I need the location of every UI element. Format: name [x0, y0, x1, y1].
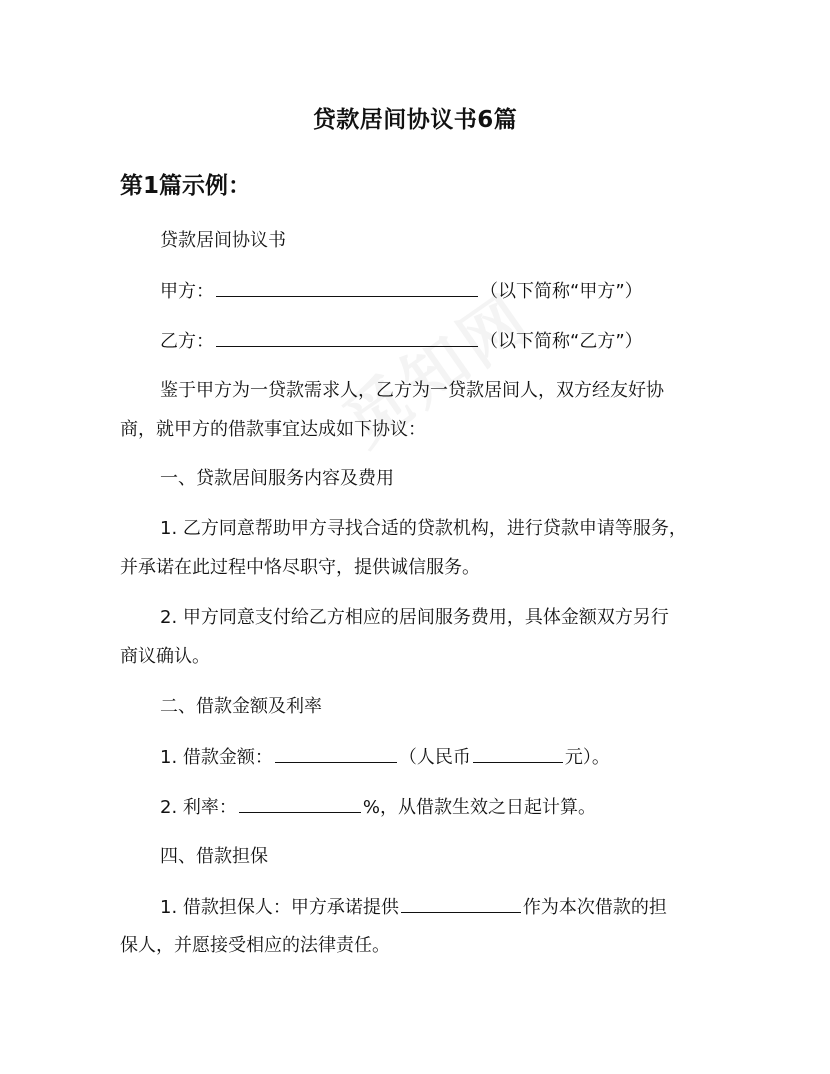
interest-rate-blank: [239, 794, 361, 813]
subtitle: 贷款居间协议书: [160, 230, 286, 251]
s1-item2-line2: 商议确认。: [120, 646, 210, 667]
party-b-line: [160, 328, 760, 355]
section-1-heading: 一、贷款居间服务内容及费用: [160, 468, 394, 489]
loan-amount-rmb-label: （人民币: [398, 747, 471, 768]
section-heading: 第1篇示例：: [120, 173, 252, 199]
intro-line-2: 商，就甲方的借款事宜达成如下协议：: [120, 419, 426, 440]
s1-item2-line1: 2. 甲方同意支付给乙方相应的居间服务费用，具体金额双方另行: [160, 607, 669, 628]
loan-amount-rmb-blank: [473, 744, 563, 763]
interest-rate-label: 2. 利率：: [160, 797, 237, 818]
intro-line-1: 鉴于甲方为一贷款需求人，乙方为一贷款居间人，双方经友好协: [160, 380, 664, 401]
section-4-heading: 四、借款担保: [160, 846, 268, 867]
guarantor-line-1: [160, 894, 760, 921]
guarantor-label: 1. 借款担保人：甲方承诺提供: [160, 897, 399, 918]
party-b-label: 乙方：: [160, 331, 214, 352]
interest-rate-suffix: %，从借款生效之日起计算。: [362, 797, 597, 818]
party-a-blank: [216, 278, 478, 297]
party-a-suffix: （以下简称“甲方”）: [480, 281, 643, 302]
section-2-heading: 二、借款金额及利率: [160, 696, 322, 717]
s1-item1-line1: 1. 乙方同意帮助甲方寻找合适的贷款机构，进行贷款申请等服务，: [160, 518, 687, 539]
party-b-suffix: （以下简称“乙方”）: [480, 331, 643, 352]
s1-item1-line2: 并承诺在此过程中恪尽职守，提供诚信服务。: [120, 557, 480, 578]
document-title: 贷款居间协议书6篇: [312, 107, 518, 133]
guarantor-line-2: 保人，并愿接受相应的法律责任。: [120, 935, 390, 956]
loan-amount-blank: [275, 744, 397, 763]
guarantor-blank: [401, 894, 521, 913]
party-a-label: 甲方：: [160, 281, 214, 302]
interest-rate-line: [160, 794, 760, 821]
loan-amount-label: 1. 借款金额：: [160, 747, 273, 768]
loan-amount-suffix: 元）。: [564, 747, 610, 768]
party-a-line: [160, 278, 760, 305]
party-b-blank: [216, 328, 478, 347]
guarantor-suffix: 作为本次借款的担: [522, 897, 667, 918]
loan-amount-line: [160, 744, 760, 771]
